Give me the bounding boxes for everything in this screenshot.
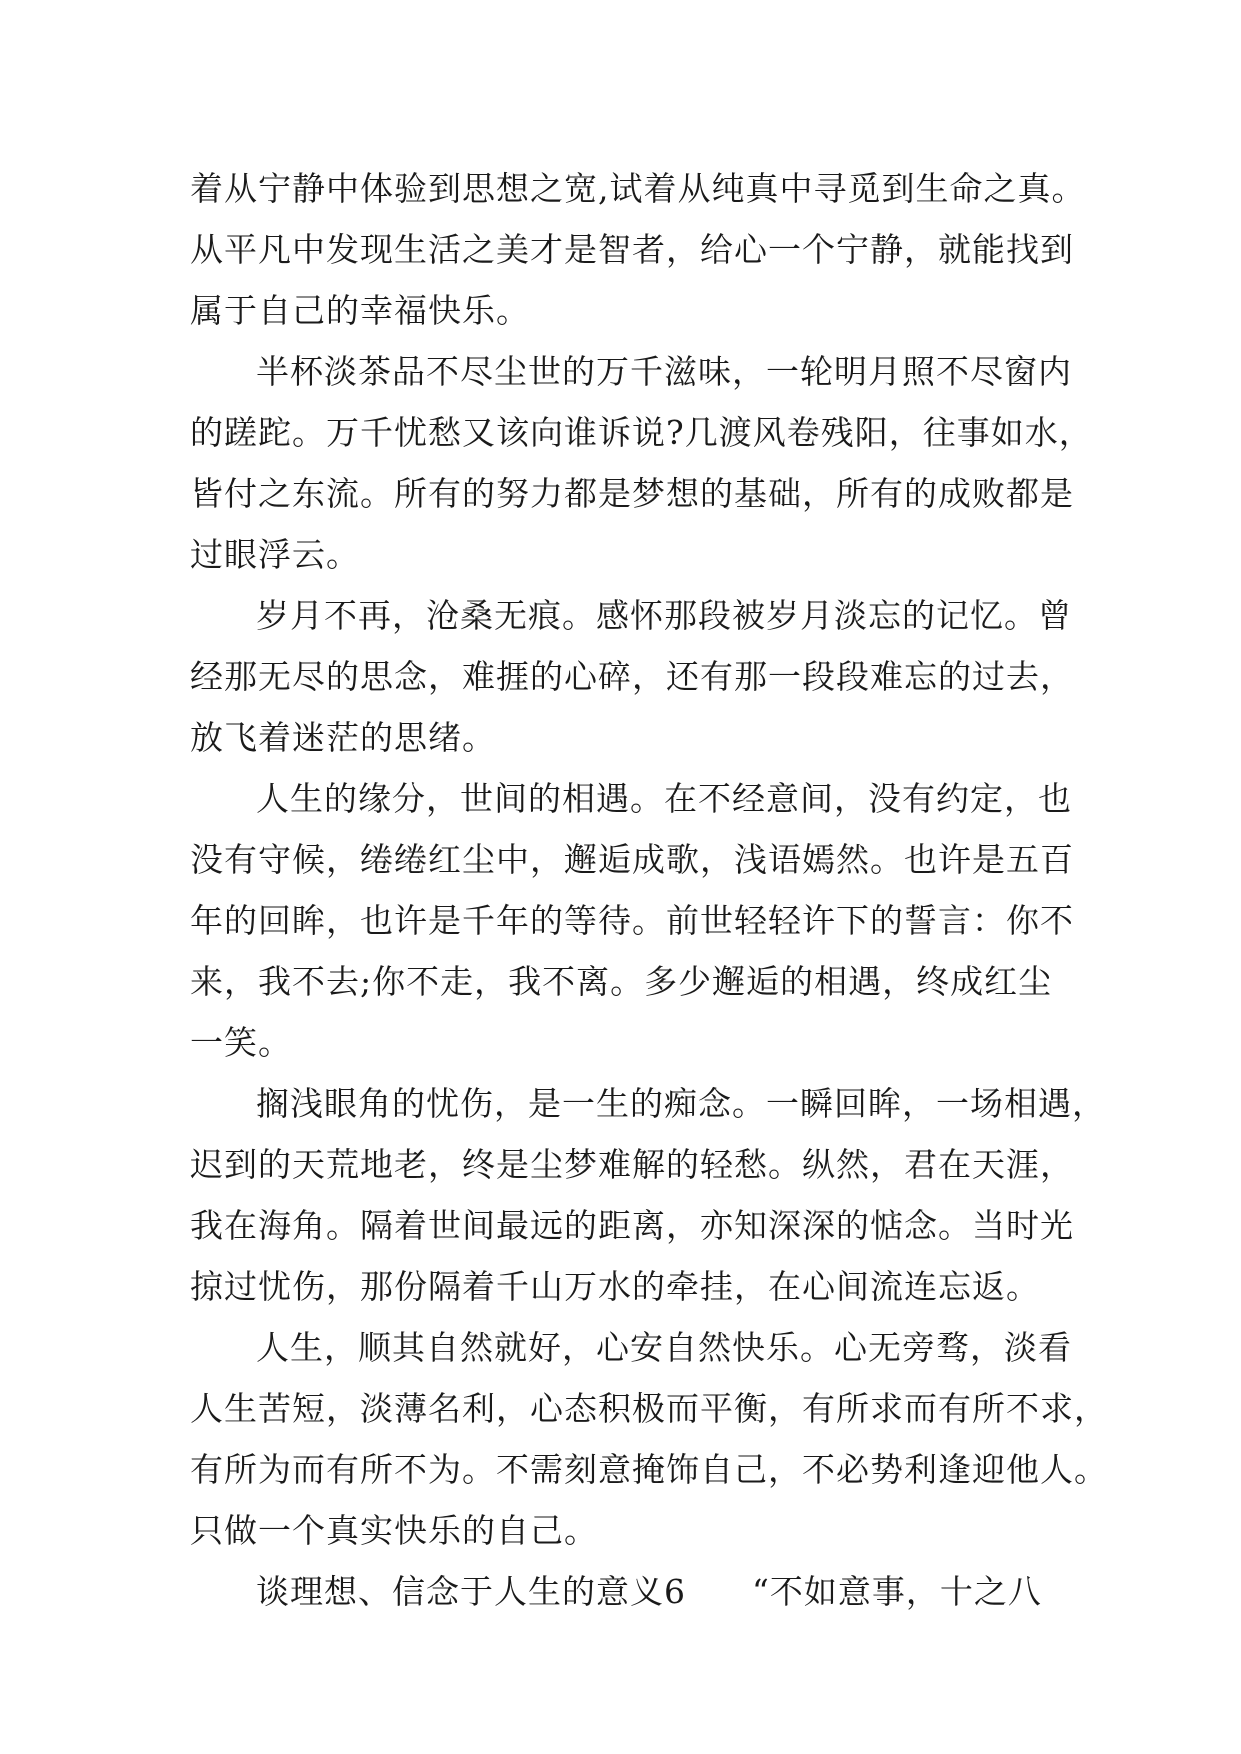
document-body	[190, 158, 1108, 1622]
text-line: 属于自己的幸福快乐。	[190, 291, 530, 330]
text-line-paragraph-start: 人生的缘分，世间的相遇。在不经意间，没有约定，也	[256, 779, 1072, 818]
text-line-paragraph-start: 岁月不再，沧桑无痕。感怀那段被岁月淡忘的记忆。曾	[256, 596, 1072, 635]
text-line-paragraph-start: 半杯淡茶品不尽尘世的万千滋味，一轮明月照不尽窗内	[256, 352, 1072, 391]
text-line: 放飞着迷茫的思绪。	[190, 718, 496, 757]
text-line: 我在海角。隔着世间最远的距离，亦知深深的惦念。当时光	[190, 1206, 1074, 1245]
text-line: 掠过忧伤，那份隔着千山万水的牵挂，在心间流连忘返。	[190, 1267, 1040, 1306]
quote-start: “不如意事，十之八	[752, 1572, 1042, 1611]
text-line: 有所为而有所不为。不需刻意掩饰自己，不必势利逢迎他人。	[190, 1450, 1108, 1489]
text-line: 一笑。	[190, 1023, 292, 1062]
text-line: 只做一个真实快乐的自己。	[190, 1511, 598, 1550]
text-line: 经那无尽的思念，难捱的心碎，还有那一段段难忘的过去，	[190, 657, 1074, 696]
text-line: 人生苦短，淡薄名利，心态积极而平衡，有所求而有所不求，	[190, 1389, 1108, 1428]
text-line: 皆付之东流。所有的努力都是梦想的基础，所有的成败都是	[190, 474, 1074, 513]
text-line: 没有守候，绻绻红尘中，邂逅成歌，浅语嫣然。也许是五百	[190, 840, 1074, 879]
text-line: 着从宁静中体验到思想之宽,试着从纯真中寻觅到生命之真。	[190, 169, 1086, 208]
text-line: 来，我不去;你不走，我不离。多少邂逅的相遇，终成红尘	[190, 962, 1053, 1001]
section-title: 谈理想、信念于人生的意义6	[256, 1572, 686, 1611]
text-line: 过眼浮云。	[190, 535, 360, 574]
text-line: 年的回眸，也许是千年的等待。前世轻轻许下的誓言：你不	[190, 901, 1074, 940]
text-line: 的蹉跎。万千忧愁又该向谁诉说?几渡风卷残阳，往事如水，	[190, 413, 1093, 452]
text-line: 迟到的天荒地老，终是尘梦难解的轻愁。纵然，君在天涯，	[190, 1145, 1074, 1184]
text-line-paragraph-start: 人生，顺其自然就好，心安自然快乐。心无旁骛，淡看	[256, 1328, 1072, 1367]
section-heading-line	[190, 1561, 1070, 1622]
text-line: 从平凡中发现生活之美才是智者，给心一个宁静，就能找到	[190, 230, 1074, 269]
text-line-paragraph-start: 搁浅眼角的忧伤，是一生的痴念。一瞬回眸，一场相遇，	[256, 1084, 1106, 1123]
